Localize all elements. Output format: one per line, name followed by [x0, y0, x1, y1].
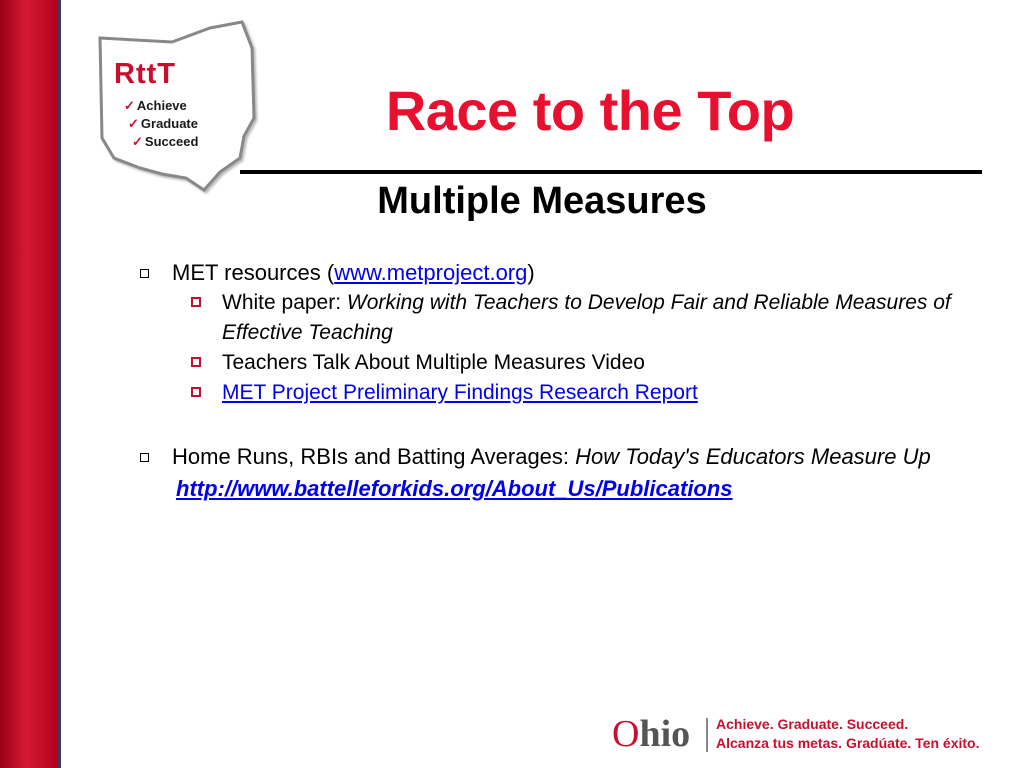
red-square-bullet-icon	[191, 387, 201, 397]
logo-achieve: ✓ Achieve	[124, 98, 187, 113]
footer-tagline-es: Alcanza tus metas. Gradúate. Ten éxito.	[716, 735, 980, 751]
red-square-bullet-icon	[191, 297, 201, 307]
list-item-white-paper: White paper: Working with Teachers to Develop Fair and Reliable Measures of Effective Teaching	[136, 288, 986, 348]
slide-content	[136, 258, 986, 504]
check-icon: ✓	[124, 98, 135, 113]
sidebar-divider	[58, 0, 61, 768]
red-square-bullet-icon	[191, 357, 201, 367]
page-title: Race to the Top	[385, 79, 795, 142]
ohio-footer-logo	[612, 712, 992, 756]
battelle-link-row	[136, 474, 986, 504]
logo-succeed: ✓ Succeed	[132, 134, 199, 149]
footer-tagline-en: Achieve. Graduate. Succeed.	[716, 716, 909, 732]
list-item-met-resources: MET resources (www.metproject.org)	[136, 258, 986, 288]
logo-graduate: ✓ Graduate	[128, 116, 198, 131]
left-red-sidebar	[0, 0, 58, 768]
rttt-ohio-logo	[92, 18, 262, 198]
met-report-link[interactable]: MET Project Preliminary Findings Research Report	[222, 381, 698, 404]
list-item-home-runs: Home Runs, RBIs and Batting Averages: How Today's Educators Measure Up	[136, 442, 986, 472]
list-item-video: Teachers Talk About Multiple Measures Video	[136, 348, 986, 378]
metproject-link[interactable]: www.metproject.org	[334, 260, 528, 285]
square-bullet-icon	[140, 269, 149, 278]
footer-divider	[706, 718, 708, 752]
list-item-report	[136, 378, 986, 408]
check-icon: ✓	[132, 134, 143, 149]
ohio-wordmark: Ohio	[612, 713, 691, 755]
check-icon: ✓	[128, 116, 139, 131]
square-bullet-icon	[140, 453, 149, 462]
logo-rttt-text: RttT	[114, 58, 176, 90]
title-divider	[240, 170, 982, 174]
page-subtitle: Multiple Measures	[377, 180, 707, 222]
battelleforkids-link[interactable]: http://www.battelleforkids.org/About_Us/Publications	[176, 476, 733, 501]
